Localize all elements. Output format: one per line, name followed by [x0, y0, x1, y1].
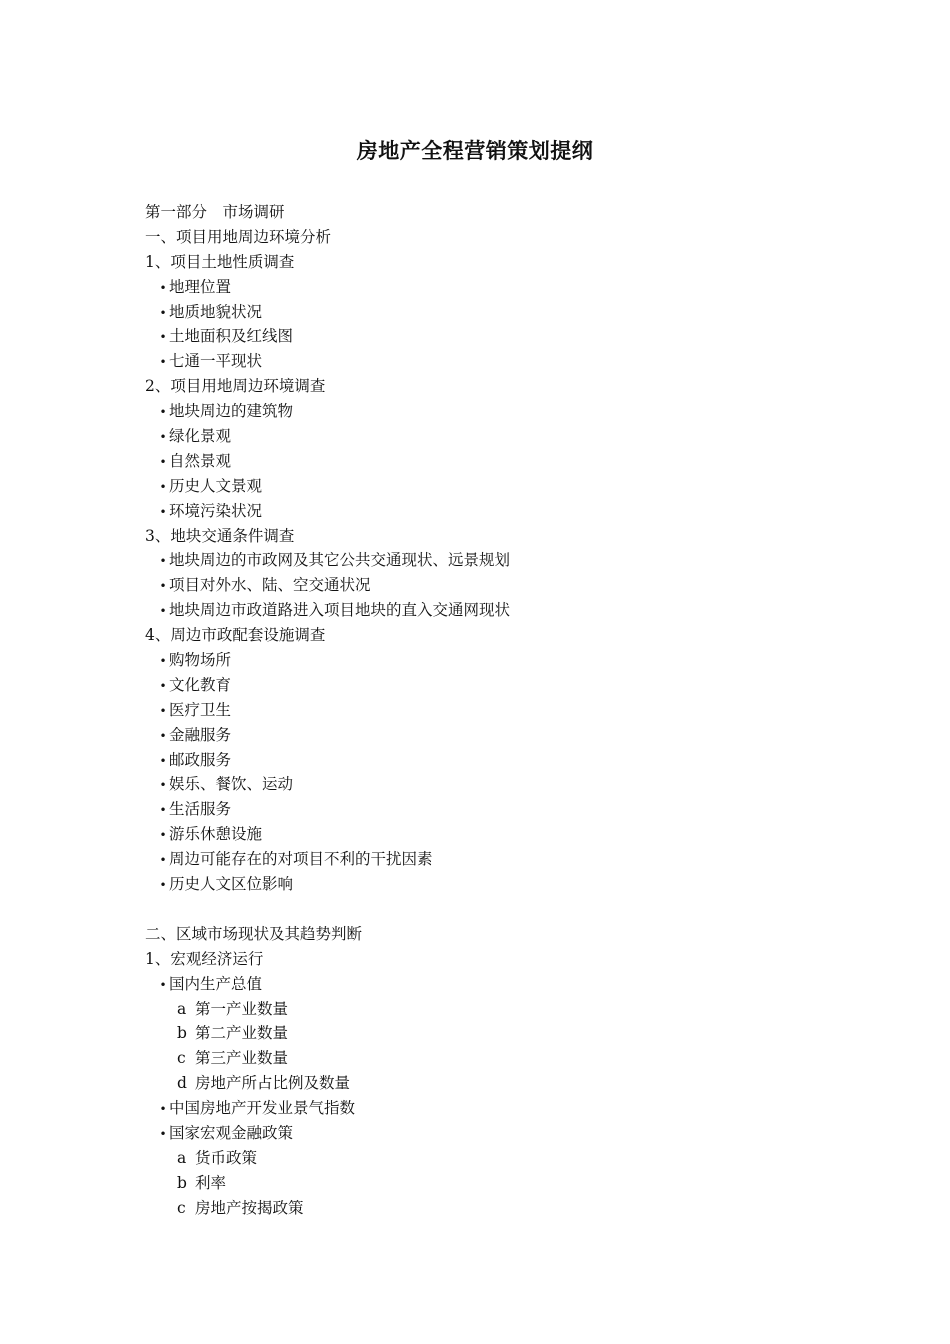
list-item: • 生活服务: [145, 797, 845, 822]
list-item: • 游乐休憩设施: [145, 822, 845, 847]
bullet-icon: •: [159, 405, 167, 420]
section-heading: 二、区域市场现状及其趋势判断: [145, 924, 363, 943]
list-item: • 环境污染状况: [145, 499, 845, 524]
sub-list-item: a 货币政策: [177, 1148, 258, 1167]
list-item: • 医疗卫生: [145, 698, 845, 723]
subsection-heading: 2、项目用地周边环境调查: [145, 377, 326, 396]
outline: [145, 200, 845, 1221]
list-item: • 地块周边的建筑物: [145, 399, 845, 424]
part-heading: 第一部分 市场调研: [145, 203, 285, 221]
bullet-icon: •: [159, 853, 167, 868]
list-item: • 娱乐、餐饮、运动: [145, 772, 845, 797]
sub-list-item: d 房地产所占比例及数量: [177, 1074, 351, 1093]
bullet-icon: •: [159, 305, 167, 320]
list-item: • 土地面积及红线图: [145, 324, 845, 349]
section-heading: 一、项目用地周边环境分析: [145, 227, 332, 246]
list-item: • 地质地貌状况: [145, 300, 845, 325]
bullet-icon: •: [159, 454, 167, 469]
list-item: • 周边可能存在的对项目不利的干扰因素: [145, 847, 845, 872]
bullet-icon: •: [159, 878, 167, 893]
bullet-icon: •: [159, 479, 167, 494]
bullet-icon: •: [159, 330, 167, 345]
list-item: • 金融服务: [145, 723, 845, 748]
bullet-icon: •: [159, 977, 167, 992]
bullet-icon: •: [159, 728, 167, 743]
bullet-icon: •: [159, 778, 167, 793]
subsection-heading: 1、宏观经济运行: [145, 949, 264, 968]
bullet-icon: •: [159, 280, 167, 295]
bullet-icon: •: [159, 703, 167, 718]
subsection-heading: 1、项目土地性质调查: [145, 252, 295, 271]
bullet-icon: •: [159, 753, 167, 768]
list-item: • 文化教育: [145, 673, 845, 698]
bullet-icon: •: [159, 828, 167, 843]
bullet-icon: •: [159, 803, 167, 818]
bullet-icon: •: [159, 1102, 167, 1117]
bullet-icon: •: [159, 678, 167, 693]
list-item: • 购物场所: [145, 648, 845, 673]
list-item: • 历史人文景观: [145, 474, 845, 499]
list-item: • 邮政服务: [145, 748, 845, 773]
subsection-heading: 4、周边市政配套设施调查: [145, 626, 326, 645]
sub-list-item: c 房地产按揭政策: [177, 1198, 304, 1217]
bullet-icon: •: [159, 579, 167, 594]
list-item: • 地块周边市政道路进入项目地块的直入交通网现状: [145, 598, 845, 623]
sub-list-item: a 第一产业数量: [177, 999, 289, 1018]
list-item: • 中国房地产开发业景气指数: [145, 1096, 845, 1121]
bullet-icon: •: [159, 604, 167, 619]
document-title: 房地产全程营销策划提纲: [356, 139, 594, 163]
list-item: • 七通一平现状: [145, 349, 845, 374]
bullet-icon: •: [159, 654, 167, 669]
sub-list-item: b 第二产业数量: [177, 1024, 289, 1043]
list-item: • 自然景观: [145, 449, 845, 474]
bullet-icon: •: [159, 355, 167, 370]
list-item: • 历史人文区位影响: [145, 872, 845, 897]
list-item: • 地块周边的市政网及其它公共交通现状、远景规划: [145, 548, 845, 573]
list-item: • 项目对外水、陆、空交通状况: [145, 573, 845, 598]
bullet-icon: •: [159, 430, 167, 445]
subsection-heading: 3、地块交通条件调查: [145, 526, 295, 545]
spacer: [145, 897, 845, 922]
list-item: • 国家宏观金融政策: [145, 1121, 845, 1146]
list-item: • 国内生产总值: [145, 972, 845, 997]
bullet-icon: •: [159, 554, 167, 569]
sub-list-item: b 利率: [177, 1173, 227, 1192]
list-item: • 绿化景观: [145, 424, 845, 449]
bullet-icon: •: [159, 1126, 167, 1141]
list-item: • 地理位置: [145, 275, 845, 300]
sub-list-item: c 第三产业数量: [177, 1049, 289, 1068]
bullet-icon: •: [159, 504, 167, 519]
